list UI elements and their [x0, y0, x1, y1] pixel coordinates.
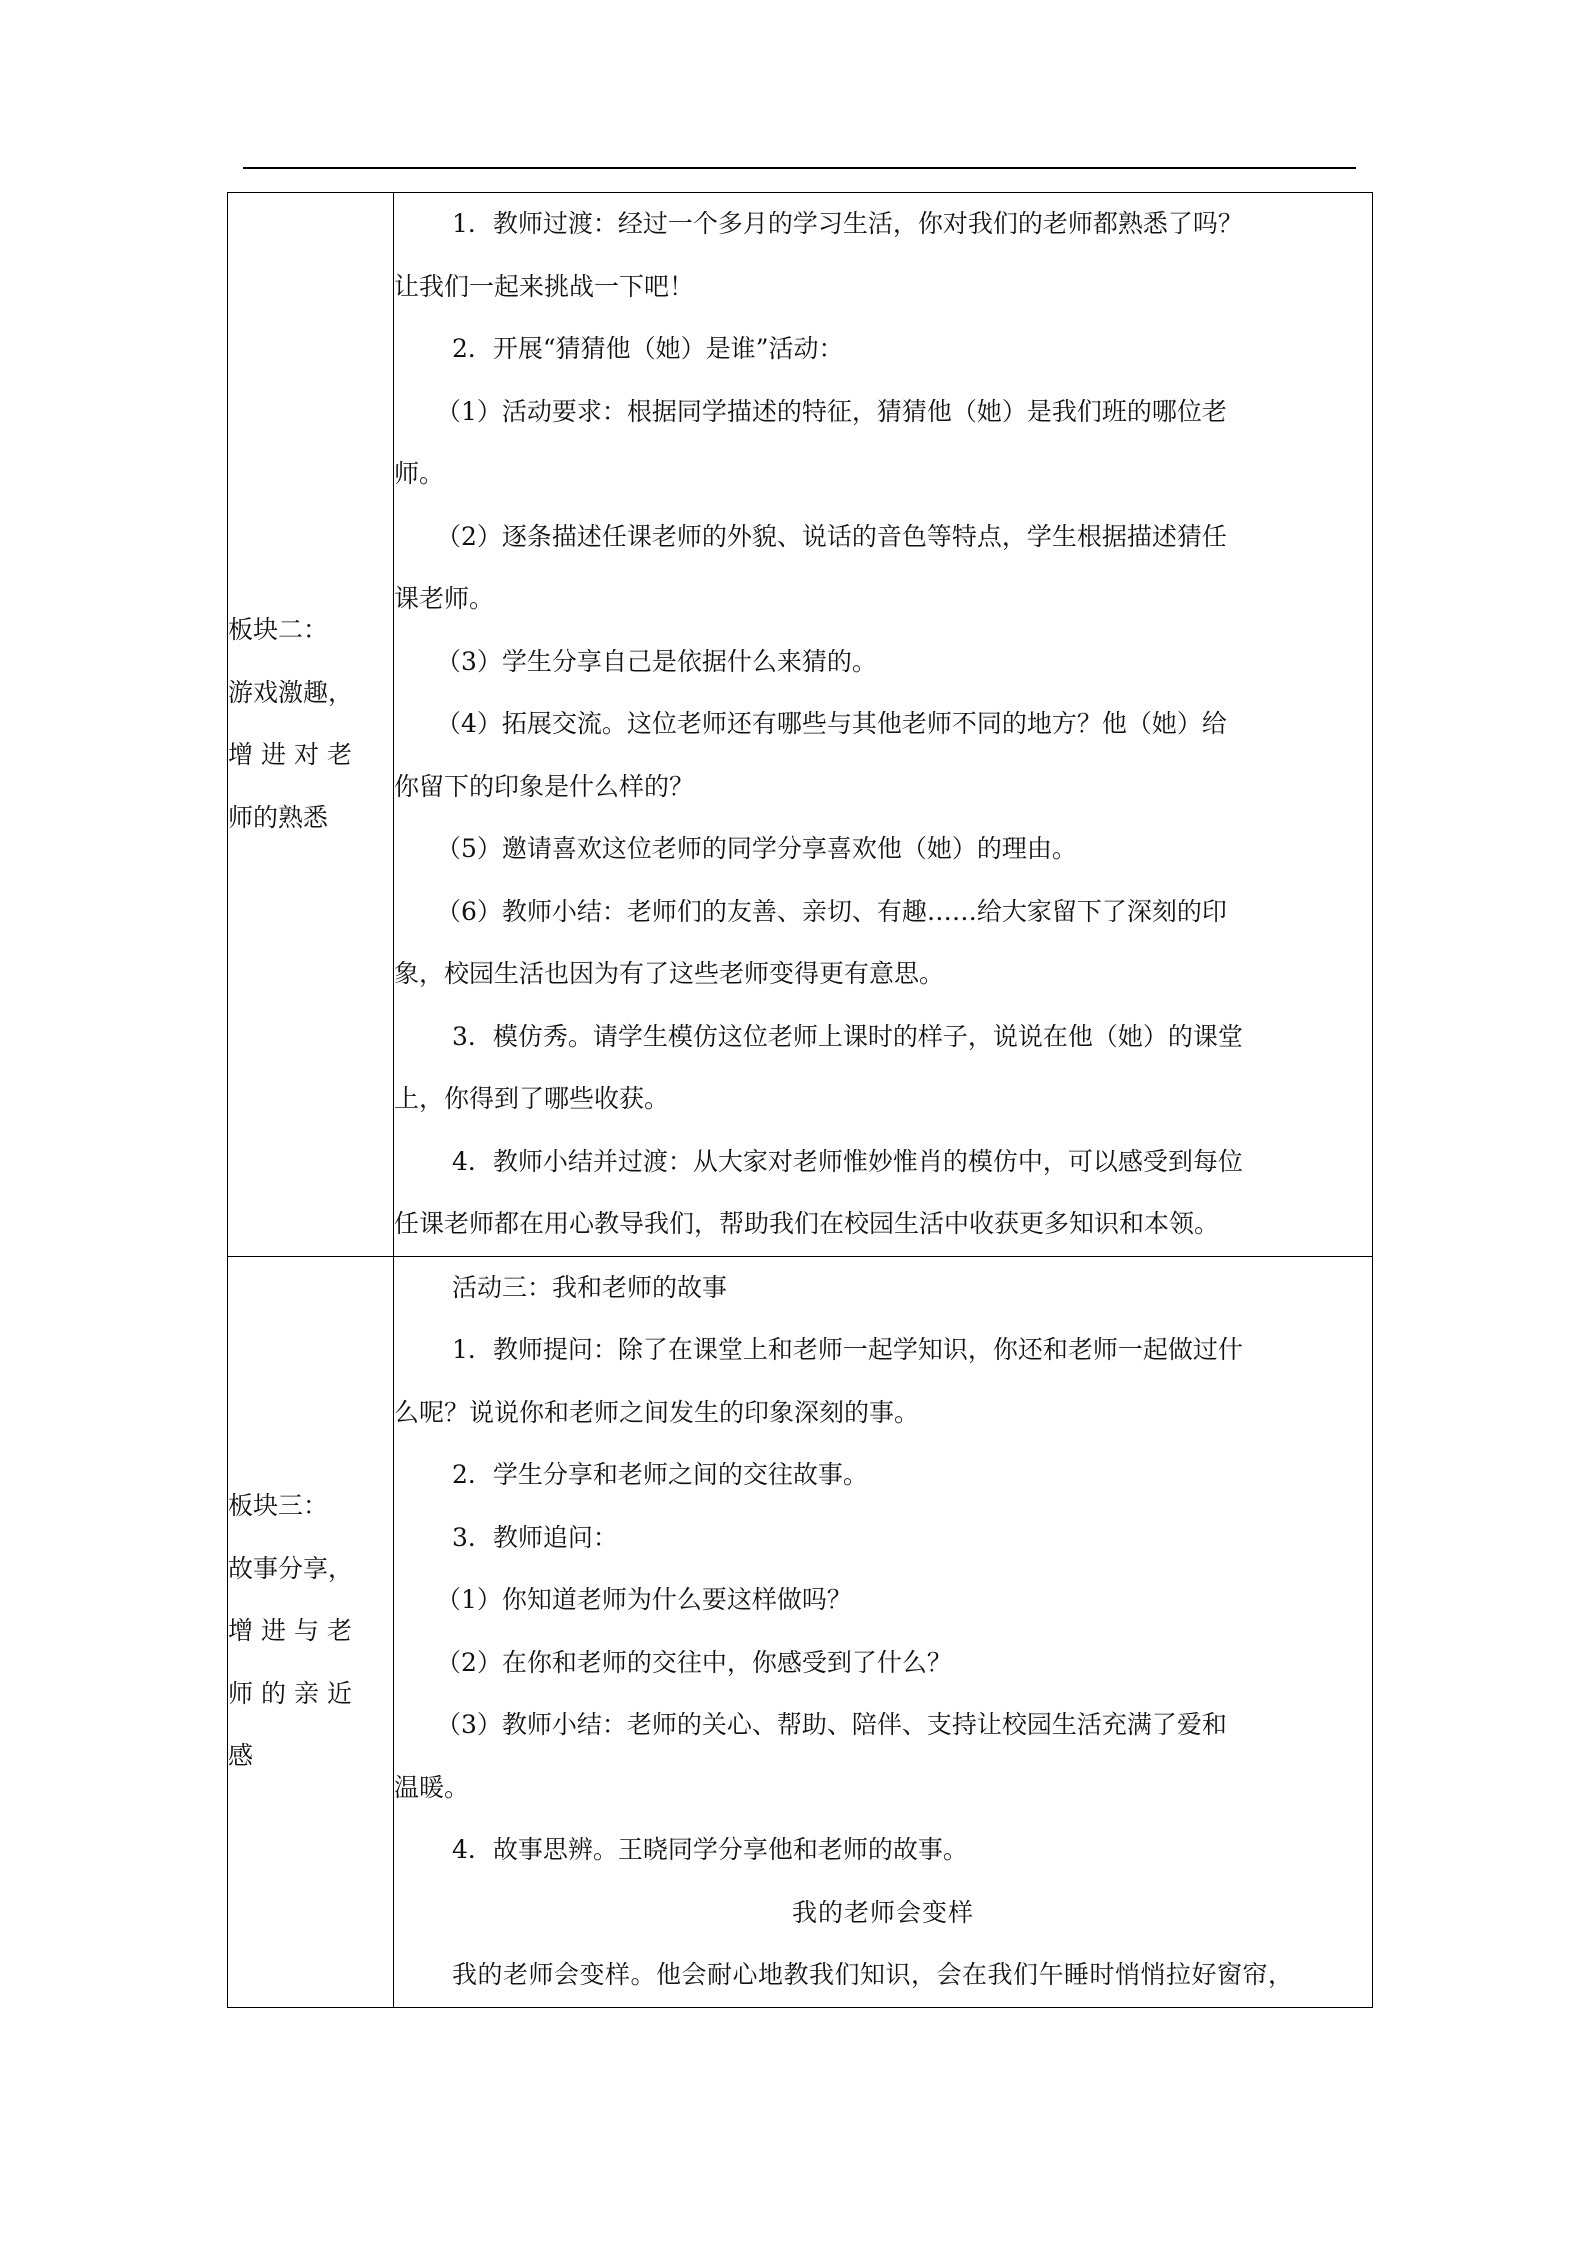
- section-2-label-line-2: 游戏激趣，: [228, 677, 354, 707]
- section-2-label-line-1: 板块二：: [228, 615, 329, 645]
- s2-p1-line1: 1．教师过渡：经过一个多月的学习生活，你对我们的老师都熟悉了吗？: [452, 209, 1243, 238]
- lesson-plan-table: [227, 192, 1373, 2008]
- s3-p5-line1: （1）你知道老师为什么要这样做吗？: [436, 1585, 852, 1614]
- s2-p10-line1: 4．教师小结并过渡：从大家对老师惟妙惟肖的模仿中，可以感受到每位: [452, 1146, 1243, 1176]
- header-rule: [243, 167, 1356, 169]
- s2-p8-line2: 象，校园生活也因为有了这些老师变得更有意思。: [394, 959, 945, 988]
- s3-p7-line1: （3）教师小结：老师的关心、帮助、陪伴、支持让校园生活充满了爱和: [436, 1710, 1227, 1739]
- s2-p4-line1: （2）逐条描述任课老师的外貌、说话的音色等特点，学生根据描述猜任: [436, 521, 1227, 551]
- s2-p7-line1: （5）邀请喜欢这位老师的同学分享喜欢他（她）的理由。: [436, 834, 1077, 863]
- section-2-label-line-4: 师的熟悉: [228, 802, 329, 832]
- s2-p3-line1: （1）活动要求：根据同学描述的特征，猜猜他（她）是我们班的哪位老: [436, 396, 1227, 426]
- table-row-section-3: [228, 1256, 1373, 2007]
- s2-p6-line2: 你留下的印象是什么样的？: [394, 771, 695, 801]
- section-2-content-cell: [394, 193, 1373, 1257]
- section-3-label-line-4: 师的亲近: [228, 1678, 361, 1708]
- story-title: 我的老师会变样: [791, 1897, 974, 1927]
- s2-p4-line2: 课老师。: [394, 584, 495, 613]
- s2-p3-line2: 师。: [394, 459, 445, 488]
- story-body: 我的老师会变样。他会耐心地教我们知识，会在我们午睡时悄悄拉好窗帘，: [452, 1960, 1294, 1989]
- s2-p9-line1: 3．模仿秀。请学生模仿这位老师上课时的样子，说说在他（她）的课堂: [452, 1021, 1243, 1051]
- s3-p3-line1: 2．学生分享和老师之间的交往故事。: [452, 1460, 868, 1489]
- s3-p7-line2: 温暖。: [394, 1772, 470, 1802]
- s2-p9-line2: 上，你得到了哪些收获。: [394, 1084, 670, 1113]
- s3-p6-line1: （2）在你和老师的交往中，你感受到了什么？: [436, 1647, 952, 1677]
- section-3-label-line-3: 增进与老: [228, 1616, 361, 1646]
- s2-p8-line1: （6）教师小结：老师们的友善、亲切、有趣……给大家留下了深刻的印: [436, 896, 1227, 926]
- s3-p1-line1: 活动三：我和老师的故事: [452, 1272, 728, 1302]
- section-2-label-line-3: 增进对老: [228, 740, 361, 770]
- s3-p4-line1: 3．教师追问：: [452, 1522, 618, 1552]
- s2-p5-line1: （3）学生分享自己是依据什么来猜的。: [436, 646, 877, 676]
- section-3-label-line-5: 感: [228, 1741, 254, 1771]
- s2-p6-line1: （4）拓展交流。这位老师还有哪些与其他老师不同的地方？他（她）给: [436, 709, 1227, 738]
- section-3-label-line-1: 板块三：: [228, 1491, 329, 1521]
- section-3-content-cell: [394, 1256, 1373, 2007]
- s2-p2-line1: 2．开展“猜猜他（她）是谁”活动：: [452, 334, 844, 363]
- section-3-label-cell: [228, 1256, 394, 2007]
- section-2-label-cell: [228, 193, 394, 1257]
- s2-p1-line2: 让我们一起来挑战一下吧！: [394, 271, 695, 301]
- s3-p8-line1: 4．故事思辨。王晓同学分享他和老师的故事。: [452, 1835, 968, 1864]
- s3-p2-line2: 么呢？说说你和老师之间发生的印象深刻的事。: [394, 1397, 920, 1427]
- section-3-label-line-2: 故事分享，: [228, 1553, 354, 1583]
- s2-p10-line2: 任课老师都在用心教导我们，帮助我们在校园生活中收获更多知识和本领。: [394, 1209, 1220, 1238]
- s3-p2-line1: 1．教师提问：除了在课堂上和老师一起学知识，你还和老师一起做过什: [452, 1335, 1243, 1364]
- table-row-section-2: [228, 193, 1373, 1257]
